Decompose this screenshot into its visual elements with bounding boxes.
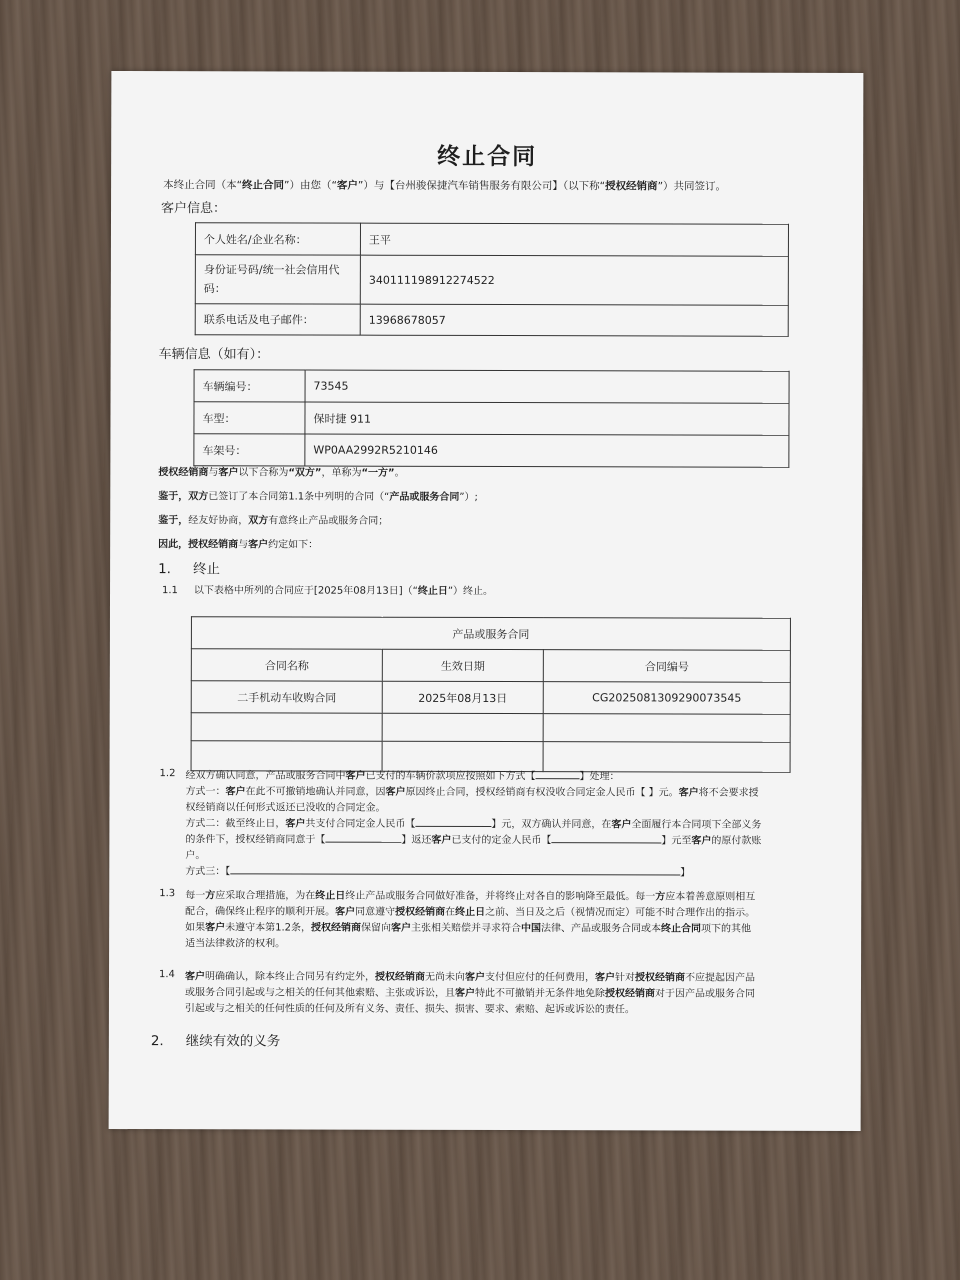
whereas-clause-1: 鉴于，双方已签订了本合同第1.1条中列明的合同（“产品或服务合同”）; [158, 491, 478, 503]
vehicle-info-heading: 车辆信息（如有）： [158, 347, 270, 363]
column-header: 生效日期 [382, 649, 543, 681]
clause-1-1: 1.1 以下表格中所列的合同应于[2025年08月13日]（“终止日”）终止。 [162, 585, 494, 598]
vehicle-number-value: 73545 [305, 370, 789, 403]
clause-1-3: 每一方应采取合理措施，为在终止日终止产品或服务合同做好准备，并将终止对各自的影响降至最低。每一方应本着善意原则相互 配合，确保终止程序的顺利开展。客户同意遵守授权经销商在终止日之前、当日及之后（视情况而定）可能不时合理作出的指示。 如果客户未遵守本第1.2条，授权经销商保留向客户主张相关赔偿并寻求符合中国法律、产品或服务合同或本终止合同项下的其他 适当法律救济的权利。 [185, 890, 756, 950]
vehicle-model-label: 车型： [194, 402, 305, 434]
vin-value: WP0AA2992R5210146 [305, 434, 789, 467]
customer-id-label: 身份证号码/统一社会信用代码： [195, 255, 360, 304]
table-row [191, 713, 790, 743]
customer-name-label: 个人姓名/企业名称： [195, 223, 360, 255]
contract-table-caption: 产品或服务合同 [191, 617, 790, 651]
vehicle-number-label: 车辆编号： [194, 370, 305, 402]
table-row [191, 617, 790, 651]
table-row [195, 223, 788, 257]
empty-cell [382, 713, 543, 741]
contract-number-cell: CG2025081309290073545 [543, 682, 790, 715]
vehicle-model-value: 保时捷 911 [305, 402, 789, 435]
vin-label: 车架号： [194, 434, 305, 466]
option-1-cont: 权经销商以任何形式返还已没收的合同定金。 [185, 802, 386, 814]
clause-1-4: 客户明确确认，除本终止合同另有约定外，授权经销商无尚未向客户支付但应付的任何费用，客户针对授权经销商不应提起因产品 或服务合同引起或与之相关的任何其他索赔、主张或诉讼，且客户特此不可撤销并无条件地免除授权经销商对于因产品或服务合同 引起或与之相关的任何性质的任何及所有义务、责任、损失、损害、要求、索赔、起诉或诉讼的责任。 [184, 971, 756, 1016]
table-row [191, 681, 790, 715]
customer-info-table [195, 222, 789, 337]
clause-1-2-intro: 经双方确认同意，产品或服务合同中客户已支付的车辆价款项应按照如下方式【 】处理： [185, 770, 620, 783]
section-2-heading: 2. 继续有效的义务 [150, 1033, 281, 1050]
customer-phone-label: 联系电话及电子邮件： [195, 304, 360, 335]
option-1: 方式一：客户在此不可撤销地确认并同意，因客户原因终止合同，授权经销商有权没收合同定金人民币【 】元。客户将不会要求授 [185, 786, 759, 799]
empty-cell [191, 713, 382, 741]
contract-name-cell: 二手机动车收购合同 [191, 681, 382, 713]
empty-cell [191, 741, 382, 771]
empty-cell [382, 741, 543, 771]
table-row [195, 304, 788, 337]
option-2: 方式二：截至终止日，客户共支付合同定金人民币【 】元，双方确认并同意，在客户全面履行本合同项下全部义务 [185, 818, 762, 831]
customer-phone-value: 13968678057 [360, 304, 788, 336]
empty-cell [543, 714, 790, 743]
column-header: 合同名称 [191, 649, 382, 681]
clause-1-2 [185, 768, 835, 882]
vehicle-info-table [193, 369, 789, 468]
customer-name-value: 王平 [360, 223, 788, 256]
option-3: 方式三：【 】 [185, 866, 691, 879]
clause-1-4-number: 1.4 [159, 969, 175, 981]
column-header: 合同编号 [543, 650, 790, 683]
table-row [194, 370, 789, 404]
document-title: 终止合同 [437, 143, 538, 171]
intro-paragraph: 本终止合同（本“终止合同”）由您（“客户”）与【台州骏保捷汽车销售服务有限公司】（以下称“授权经销商”）共同签订。 [163, 179, 727, 193]
clause-1-3-number: 1.3 [159, 888, 176, 900]
parties-definition: 授权经销商与客户以下合称为“双方”，单称为“一方”。 [158, 467, 405, 479]
table-row [191, 649, 790, 683]
therefore-clause: 因此，授权经销商与客户约定如下： [158, 539, 319, 551]
section-1-heading: 1. 终止 [158, 561, 220, 578]
empty-cell [543, 742, 790, 773]
table-row [194, 402, 789, 436]
table-row [194, 434, 789, 468]
option-2-cont: 的条件下，授权经销商同意于【 】返还客户已支付的定金人民币【 】元至客户的原付款账 [185, 834, 762, 847]
clause-1-2-number: 1.2 [159, 768, 176, 780]
table-row [195, 255, 788, 306]
customer-info-heading: 客户信息： [161, 201, 227, 217]
document-page [109, 71, 864, 1131]
option-2-end: 户。 [185, 850, 206, 862]
whereas-clause-2: 鉴于，经友好协商，双方有意终止产品或服务合同； [158, 515, 389, 527]
contract-table [191, 616, 791, 773]
customer-id-value: 340111198912274522 [360, 255, 788, 305]
effective-date-cell: 2025年08月13日 [382, 681, 543, 713]
